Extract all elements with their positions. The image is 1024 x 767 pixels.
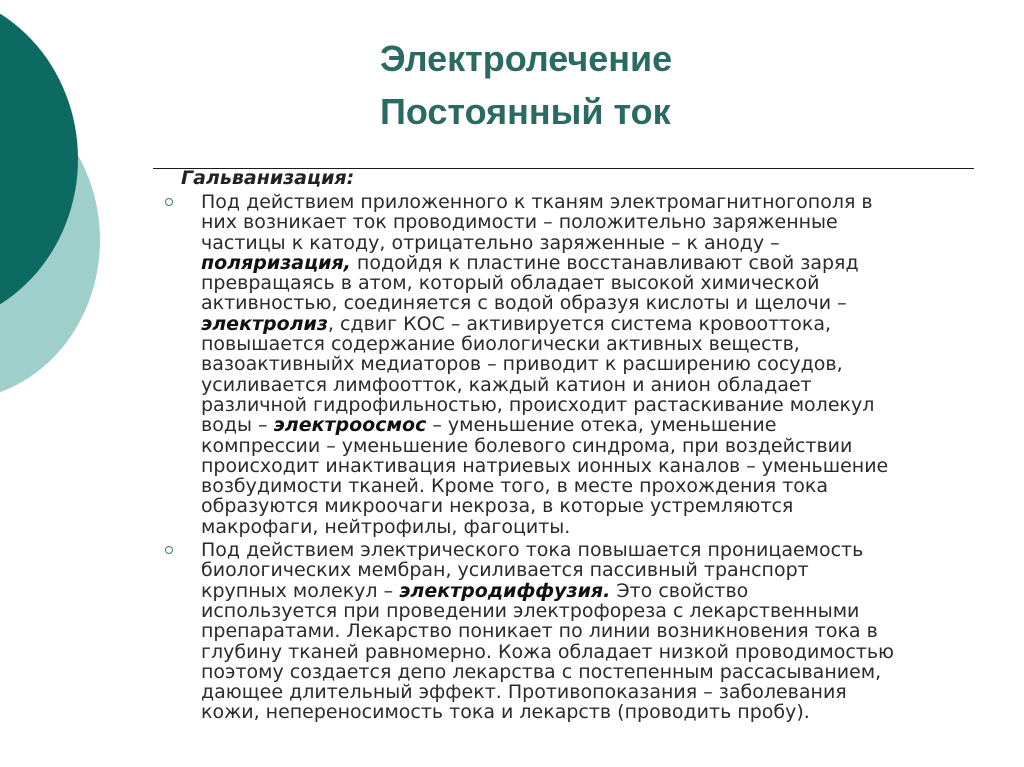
slide-title-line-1: Электролечение (380, 38, 673, 79)
text-line (201, 314, 992, 334)
key-term: электроосмос (273, 414, 427, 437)
bullet-marker-icon (165, 546, 173, 554)
text-segment: Под действием приложенного к тканям электромагнитногополя в (201, 191, 873, 213)
text-line (201, 601, 992, 621)
bullet-list (162, 192, 992, 726)
text-line (201, 395, 992, 415)
text-line (201, 192, 992, 212)
bullet-marker-icon (165, 198, 173, 206)
text-segment: дающее длительный эффект. Противопоказания – заболевания (201, 681, 847, 704)
bullet-item (162, 540, 992, 723)
text-line (201, 581, 992, 601)
text-segment: Под действием электрического тока повышается проницаемость (201, 539, 864, 562)
text-segment: крупных молекул – (201, 579, 400, 602)
text-line (201, 540, 992, 560)
key-term: электролиз (201, 312, 328, 335)
text-segment: вазоактивныйх медиаторов – приводит к расширению сосудов, (201, 353, 843, 376)
text-line (201, 233, 992, 253)
bullet-text (201, 192, 992, 537)
text-line (201, 456, 992, 476)
text-line (201, 560, 992, 580)
text-segment: них возникает ток проводимости – положительно заряженные (201, 211, 838, 234)
text-line (201, 253, 992, 273)
bullet-text (201, 540, 992, 723)
text-line (201, 273, 992, 293)
text-segment: повышается содержание биологически активных веществ, (201, 333, 800, 356)
key-term: электродиффузия. (399, 579, 611, 602)
text-line (201, 642, 992, 662)
text-segment: используется при проведении электрофореза с лекарственными (201, 599, 860, 622)
text-line (201, 354, 992, 374)
text-segment: Это свойство (610, 579, 749, 602)
text-line (201, 662, 992, 682)
text-segment: поэтому создается депо лекарства с постепенным рассасыванием, (201, 660, 882, 683)
text-line (201, 212, 992, 232)
text-line (201, 375, 992, 395)
text-segment: частицы к катоду, отрицательно заряженные – к аноду – (201, 231, 780, 254)
bullet-item (162, 192, 992, 537)
text-segment: биологических мембран, усиливается пассивный транспорт (201, 559, 809, 582)
text-segment: активностью, соединяется с водой образуя кислоты и щелочи – (201, 292, 847, 315)
slide-title (380, 32, 672, 138)
text-line (201, 436, 992, 456)
text-segment: подойдя к пластине восстанавливают свой заряд (350, 251, 859, 274)
text-segment: возбудимости тканей. Кроме того, в месте прохождения тока (201, 475, 829, 498)
text-segment: макрофаги, нейтрофилы, фагоциты. (201, 515, 571, 538)
text-segment: образуются микроочаги некроза, в которые устремляются (201, 495, 794, 518)
text-segment: превращаясь в атом, который обладает высокой химической (201, 272, 820, 295)
text-segment: препаратами. Лекарство поникает по линии возникновения тока в (201, 620, 878, 643)
text-segment: глубину тканей равномерно. Кожа обладает низкой проводимостью (201, 640, 895, 663)
text-line (201, 682, 992, 702)
text-segment: воды – (201, 414, 274, 437)
text-segment: , сдвиг КОС – активируется система кровооттока, (327, 312, 832, 335)
text-segment: компрессии – уменьшение болевого синдрома, при воздействии (201, 434, 853, 457)
text-line (201, 517, 992, 537)
text-line (201, 293, 992, 313)
slide-title-line-2: Постоянный ток (380, 91, 671, 132)
text-segment: происходит инактивация натриевых ионных каналов – уменьшение (201, 454, 889, 477)
section-heading: Гальванизация: (181, 167, 355, 189)
text-line (201, 702, 992, 722)
text-segment: – уменьшение отека, уменьшение (426, 414, 777, 437)
text-line (201, 496, 992, 516)
text-line (201, 334, 992, 354)
text-segment: усиливается лимфоотток, каждый катион и анион обладает (201, 373, 812, 396)
text-segment: кожи, непереносимость тока и лекарств (проводить пробу). (201, 701, 810, 724)
text-segment: различной гидрофильностью, происходит растаскивание молекул (201, 393, 875, 416)
text-line (201, 621, 992, 641)
text-line (201, 415, 992, 435)
key-term: поляризация, (201, 251, 351, 274)
text-line (201, 476, 992, 496)
